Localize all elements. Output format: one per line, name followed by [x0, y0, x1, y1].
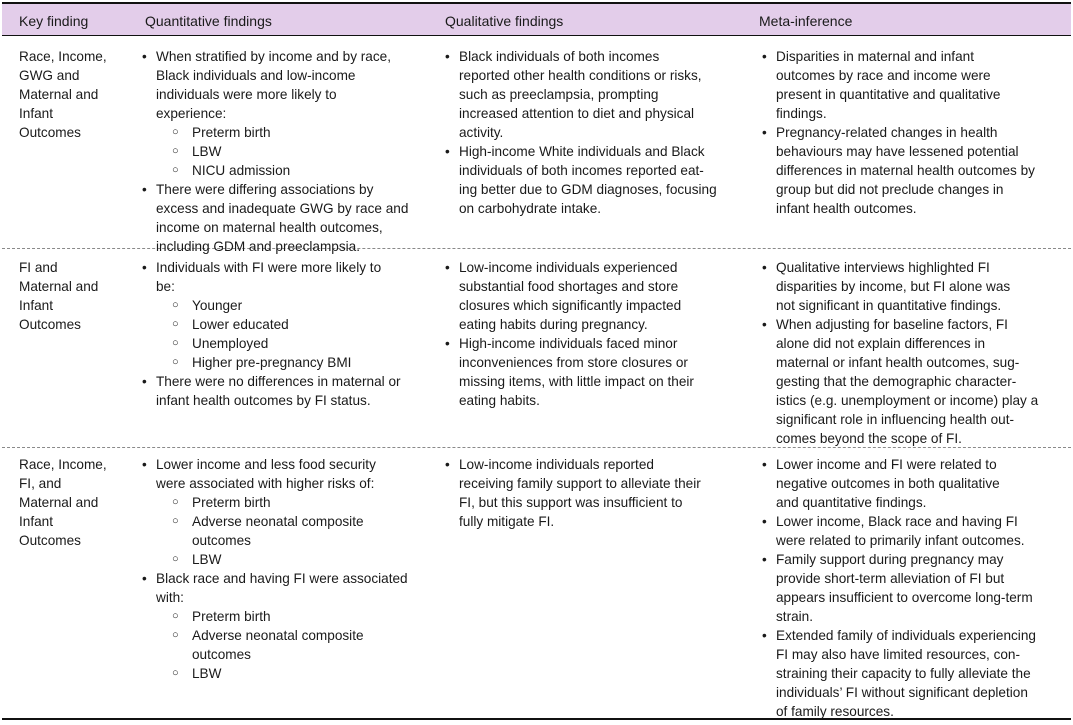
table-row	[2, 36, 1071, 254]
header-qualitative: Qualitative findings	[445, 13, 564, 29]
bullet-list	[142, 258, 401, 410]
bullet-continuation: individuals were more likely to	[156, 87, 337, 102]
sub-bullet-item: ○ LBW	[142, 550, 408, 569]
bullet-continuation: excess and inadequate GWG by race and	[156, 201, 409, 216]
bullet-continuation: group but did not preclude changes in	[776, 182, 1004, 197]
bullet-list	[445, 258, 694, 410]
bullet-continuation: experience:	[156, 106, 227, 121]
key-finding-cell	[19, 455, 107, 550]
bullet-continuation: negative outcomes in both qualitative	[776, 476, 1000, 491]
bullet-continuation: infant health outcomes.	[776, 201, 917, 216]
header-meta-inference: Meta-inference	[759, 13, 853, 29]
sub-bullet-item: ○ Preterm birth	[142, 607, 408, 626]
bullet-continuation: increased attention to diet and physical	[459, 106, 695, 121]
bullet-item: • There were no differences in maternal or	[142, 372, 401, 391]
meta-inference-cell	[762, 258, 1038, 448]
sub-bullet-item: ○ Unemployed	[142, 334, 401, 353]
bullet-continuation: alone did not explain differences in	[776, 336, 986, 351]
key-finding-line: Maternal and	[19, 279, 99, 294]
bullet-continuation: closures which significantly impacted	[459, 298, 682, 313]
key-finding-line: FI, and	[19, 476, 62, 491]
bullet-continuation: findings.	[776, 106, 827, 121]
qualitative-cell	[445, 455, 701, 531]
bullet-continuation: including GDM and preeclampsia.	[156, 239, 361, 254]
bullet-continuation: income on maternal health outcomes,	[156, 220, 383, 235]
key-finding-line: FI and	[19, 260, 58, 275]
bullet-continuation: gesting that the demographic character-	[776, 374, 1017, 389]
bullet-continuation: outcomes by race and income were	[776, 68, 991, 83]
key-finding-cell	[19, 258, 98, 334]
sub-bullet-item: ○ Preterm birth	[142, 493, 408, 512]
bullet-item: • Black individuals of both incomes	[445, 47, 717, 66]
bullet-continuation: of family resources.	[776, 704, 894, 719]
bullet-item: • High-income individuals faced minor	[445, 334, 694, 353]
bullet-continuation: on carbohydrate intake.	[459, 201, 602, 216]
sub-bullet-item: ○ Preterm birth	[142, 123, 408, 142]
key-finding-line: Infant	[19, 106, 54, 121]
bullet-item: • There were differing associations by	[142, 180, 408, 199]
bullet-continuation: activity.	[459, 125, 504, 140]
bullet-continuation: istics (e.g. unemployment or income) play a	[776, 393, 1039, 408]
bullet-list	[762, 47, 1035, 218]
bullet-continuation: FI may also have limited resources, con-	[776, 647, 1021, 662]
bullet-continuation: appears insufficient to overcome long-term	[776, 590, 1033, 605]
bullet-list	[762, 258, 1038, 448]
bullet-item: • Individuals with FI were more likely to	[142, 258, 401, 277]
bullet-continuation: reported other health conditions or risks,	[459, 68, 702, 83]
key-finding-line: Outcomes	[19, 125, 81, 140]
bullet-item: • Qualitative interviews highlighted FI	[762, 258, 1038, 277]
sub-bullet-item: ○ Higher pre-pregnancy BMI	[142, 353, 401, 372]
bullet-continuation: receiving family support to alleviate their	[459, 476, 701, 491]
bullet-item: • Low-income individuals experienced	[445, 258, 694, 277]
bullet-list	[142, 47, 408, 256]
bullet-continuation: outcomes	[192, 647, 251, 662]
key-finding-line: Outcomes	[19, 533, 81, 548]
table-row	[2, 249, 1071, 448]
header-quantitative: Quantitative findings	[145, 13, 272, 29]
sub-bullet-item: ○ Lower educated	[142, 315, 401, 334]
bullet-continuation: with:	[156, 590, 184, 605]
bullet-item: • Pregnancy-related changes in health	[762, 123, 1035, 142]
bullet-continuation: were associated with higher risks of:	[156, 476, 375, 491]
bullet-item: • Black race and having FI were associated	[142, 569, 408, 588]
bullet-item: • Disparities in maternal and infant	[762, 47, 1035, 66]
bullet-continuation: fully mitigate FI.	[459, 514, 555, 529]
key-finding-line: GWG and	[19, 68, 80, 83]
bullet-continuation: such as preeclampsia, prompting	[459, 87, 659, 102]
bullet-continuation: inconveniences from store closures or	[459, 355, 688, 370]
qualitative-cell	[445, 47, 717, 218]
quantitative-cell	[142, 455, 408, 683]
bullet-continuation: and quantitative findings.	[776, 495, 927, 510]
quantitative-cell	[142, 47, 408, 256]
key-finding-line: Infant	[19, 298, 54, 313]
key-finding-line: Outcomes	[19, 317, 81, 332]
bullet-continuation: infant health outcomes by FI status.	[156, 393, 371, 408]
sub-bullet-item: ○ NICU admission	[142, 161, 408, 180]
table-row	[2, 448, 1071, 720]
bullet-list	[142, 455, 408, 683]
bullet-continuation: strain.	[776, 609, 814, 624]
key-finding-line: Maternal and	[19, 495, 99, 510]
bullet-list	[445, 47, 717, 218]
bullet-continuation: provide short-term alleviation of FI but	[776, 571, 1005, 586]
key-finding-line: Maternal and	[19, 87, 99, 102]
bullet-continuation: FI, but this support was insufficient to	[459, 495, 683, 510]
bullet-continuation: outcomes	[192, 533, 251, 548]
bullet-item: • Extended family of individuals experiencing	[762, 626, 1036, 645]
bullet-list	[762, 455, 1036, 721]
bullet-continuation: straining their capacity to fully alleviate the	[776, 666, 1031, 681]
bullet-continuation: individuals of both incomes reported eat-	[459, 163, 704, 178]
bullet-continuation: were related to primarily infant outcomes.	[776, 533, 1025, 548]
qualitative-cell	[445, 258, 694, 410]
sub-bullet-item: ○ Adverse neonatal composite	[142, 626, 408, 645]
table-header	[2, 2, 1071, 36]
bullet-item: • Lower income, Black race and having FI	[762, 512, 1036, 531]
bullet-item: • When stratified by income and by race,	[142, 47, 408, 66]
key-finding-line: Race, Income,	[19, 49, 107, 64]
bullet-continuation: individuals’ FI without significant depletion	[776, 685, 1028, 700]
bullet-item: • Lower income and FI were related to	[762, 455, 1036, 474]
key-finding-line: Infant	[19, 514, 54, 529]
meta-inference-cell	[762, 47, 1035, 218]
bullet-item: • When adjusting for baseline factors, FI	[762, 315, 1038, 334]
bullet-continuation: eating habits.	[459, 393, 540, 408]
bullet-continuation: maternal or infant health outcomes, sug-	[776, 355, 1020, 370]
bullet-list	[445, 455, 701, 531]
findings-table	[2, 2, 1071, 720]
sub-bullet-item: ○ LBW	[142, 142, 408, 161]
sub-bullet-item: ○ LBW	[142, 664, 408, 683]
key-finding-cell	[19, 47, 107, 142]
bullet-item: • Lower income and less food security	[142, 455, 408, 474]
bullet-continuation: present in quantitative and qualitative	[776, 87, 1001, 102]
bullet-continuation: missing items, with little impact on their	[459, 374, 694, 389]
bullet-continuation: eating habits during pregnancy.	[459, 317, 648, 332]
bullet-continuation: Black individuals and low-income	[156, 68, 356, 83]
bullet-continuation: differences in maternal health outcomes by	[776, 163, 1035, 178]
meta-inference-cell	[762, 455, 1036, 721]
bullet-continuation: not significant in quantitative findings.	[776, 298, 1002, 313]
quantitative-cell	[142, 258, 401, 410]
header-key-finding: Key finding	[19, 13, 89, 29]
bullet-continuation: be:	[156, 279, 175, 294]
sub-bullet-item: ○ Adverse neonatal composite	[142, 512, 408, 531]
bullet-item: • Family support during pregnancy may	[762, 550, 1036, 569]
bullet-continuation: substantial food shortages and store	[459, 279, 679, 294]
bullet-item: • Low-income individuals reported	[445, 455, 701, 474]
bullet-continuation: disparities by income, but FI alone was	[776, 279, 1011, 294]
key-finding-line: Race, Income,	[19, 457, 107, 472]
bullet-continuation: ing better due to GDM diagnoses, focusing	[459, 182, 717, 197]
bullet-continuation: significant role in influencing health out-	[776, 412, 1015, 427]
bullet-continuation: comes beyond the scope of FI.	[776, 431, 962, 446]
bullet-item: • High-income White individuals and Black	[445, 142, 717, 161]
bullet-continuation: behaviours may have lessened potential	[776, 144, 1019, 159]
sub-bullet-item: ○ Younger	[142, 296, 401, 315]
